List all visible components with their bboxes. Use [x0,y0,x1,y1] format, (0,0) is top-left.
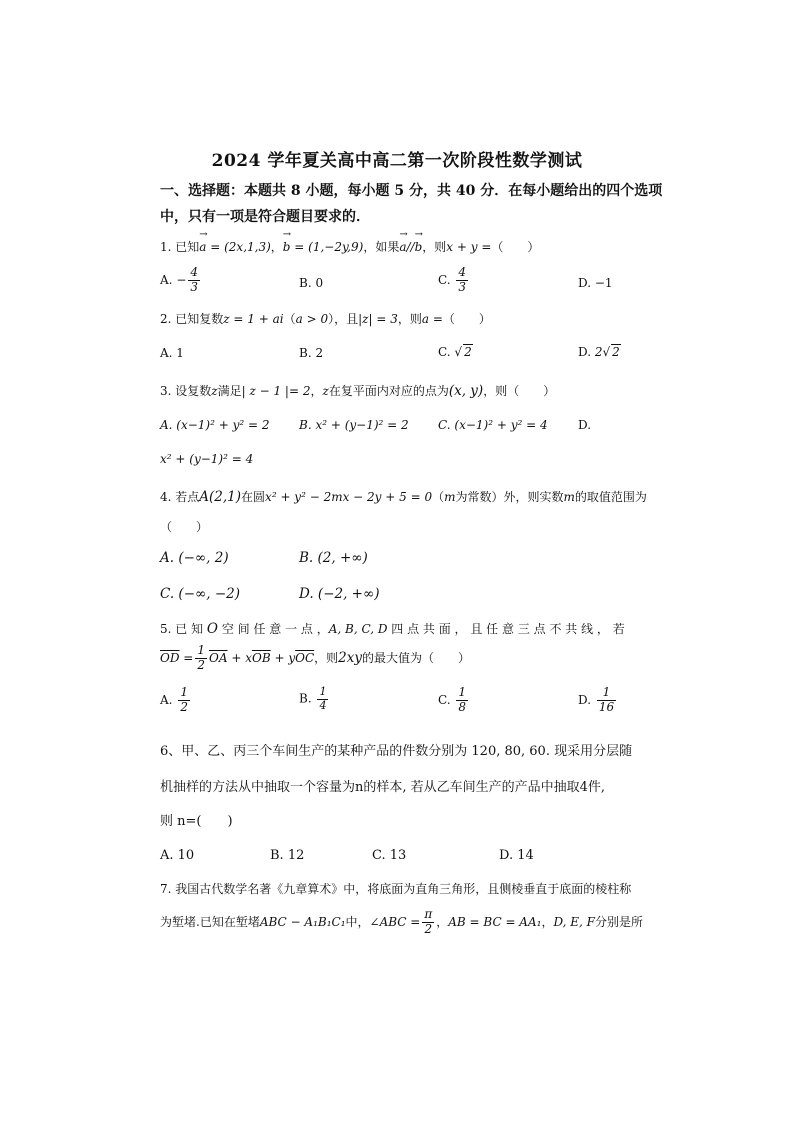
q5-frac-num: 1 [197,643,205,657]
q2-option-c-label: C. [438,345,451,359]
q2-option-b[interactable]: B. 2 [299,346,324,360]
q2-math1: z = 1 + ai [223,312,284,326]
q4-mid: 在圆 [241,490,266,504]
q3-mid: 满足 [217,384,242,398]
q2-option-a[interactable]: A. 1 [160,346,184,360]
q4-mid2: （ [432,490,445,504]
q4-option-d[interactable]: D. (−2, +∞) [299,586,380,602]
q4-math1: A(2,1) [199,489,242,505]
q4-math4: m [563,490,575,504]
q3-option-a[interactable]: A. (x−1)² + y² = 2 [160,418,270,432]
q3-option-d-content[interactable]: x² + (y−1)² = 4 [160,452,254,466]
q7-frac-num: π [424,907,433,921]
q4-suffix: 的取值范围为 [574,490,647,504]
q5-option-b-den: 4 [319,698,327,712]
q5-option-a-den: 2 [180,699,188,714]
q3-mid3: 在复平面内对应的点为 [328,384,449,398]
q1-option-a-sign: − [176,272,187,287]
q4-option-a[interactable]: A. (−∞, 2) [160,550,229,566]
q1-option-b[interactable]: B. 0 [299,276,324,290]
question-6-line2: 机抽样的方法从中抽取一个容量为n的样本, 若从乙车间生产的产品中抽取4件, [160,780,606,795]
exam-title: 2024 学年夏关高中高二第一次阶段性数学测试 [211,151,583,171]
q5-vector-oa: $\overline{OA}$ [209,650,228,665]
q3-math1: z [211,384,218,398]
q1-option-a[interactable] [160,266,202,295]
q1-option-c[interactable] [438,266,470,295]
q5-vector-oc: $\overline{OC}$ [295,650,315,665]
q5-prefix: 5. 已 知 [160,622,204,636]
q7-frac-den: 2 [424,921,433,936]
question-6-line3: 则 n=( ) [160,814,233,829]
q7-math1: ABC − A₁B₁C₁ [259,914,346,929]
q5-frac-den: 2 [197,657,205,672]
q1-mid: ，如果 [363,240,400,254]
q5-mid: 空 间 任 意 一 点 ， [221,622,329,636]
question-3-stem [160,382,640,399]
question-4-stem [160,488,647,505]
q5-option-c-num: 1 [458,685,467,699]
q4-prefix: 4. 若点 [160,490,200,504]
q5-option-d-label: D. [578,692,592,707]
q3-suffix: ，则（ ） [483,384,556,398]
q3-option-b[interactable]: B. x² + (y−1)² = 2 [299,418,409,432]
question-5-stem-line2 [160,644,640,673]
q5-plus-x: + x [231,650,252,665]
q2-mid3: ，则 [397,312,422,326]
q2-option-c-radicand: 2 [464,345,472,359]
q3-math4: (x, y) [448,383,484,399]
q1-math2: → b = (1,−2y,9) [283,240,364,254]
q7-suffix: 分别是所 [595,914,644,929]
question-7-line1: 7. 我国古代数学名著《九章算术》中，将底面为直角三角形，且侧棱垂直于底面的棱柱称 [160,882,632,896]
q4-math3: m [444,490,456,504]
question-7-line2 [160,907,644,937]
q7-mid2: ， [541,914,554,929]
q5-plus-y: + y [274,650,296,665]
q1-option-c-den: 3 [458,279,467,294]
q5-math-2xy: 2xy [338,649,363,666]
q2-math3: |z| = 3 [358,312,398,326]
q3-math2: | z − 1 |= 2 [241,384,311,398]
q7-math2: ∠ABC = [369,914,421,929]
q6-option-b[interactable]: B. 12 [270,848,305,863]
q6-option-a[interactable]: A. 10 [160,848,195,863]
q5-math2: A, B, C, D [328,622,388,636]
q2-option-d-radicand: 2 [612,345,620,359]
q1-math3: → a//→ b [399,240,422,254]
section-heading-line1: 一、选择题：本题共 8 小题，每小题 5 分，共 40 分．在每小题给出的四个选项 [160,183,663,199]
q7-math3: AB = BC = AA₁ [448,914,542,929]
q5-option-d-num: 1 [597,686,616,701]
q2-option-d-coef: 2 [594,345,603,359]
section-heading-line2: 中，只有一项是符合题目要求的． [160,209,370,225]
q7-math4: D, E, F [553,914,596,929]
q2-mid: （ [283,312,296,326]
q7-prefix: 为堑堵.已知在堑堵 [160,914,260,929]
q5-option-a-label: A. [160,692,173,707]
q5-suffix: 的最大值为（ ） [362,650,471,665]
question-6-line1: 6、甲、乙、丙三个车间生产的某种产品的件数分别为 120, 80, 60. 现采用分层随 [160,744,633,759]
q1-option-d[interactable]: D. −1 [578,276,613,290]
q2-prefix: 2. 已知复数 [160,312,224,326]
q4-math2: x² + y² − 2mx − 2y + 5 = 0 [265,490,433,504]
q2-option-d[interactable]: D. 2√ 2 [578,345,620,359]
q5-option-a-num: 1 [180,685,188,699]
question-2-stem [160,310,640,327]
q5-option-c-label: C. [438,692,451,707]
q7-sep: ， [436,914,449,929]
q3-option-d-label[interactable]: D. [578,418,592,432]
q6-option-d[interactable]: D. 14 [499,848,534,863]
q2-mid2: ），且 [328,312,359,326]
q2-option-c[interactable]: C. √ 2 [438,345,472,359]
q4-option-b[interactable]: B. (2, +∞) [299,550,368,566]
q2-math2: a > 0 [295,312,329,326]
q1-sep: ， [270,240,283,254]
q5-tail: ，则 [314,650,339,665]
q1-mid2: ，则 [422,240,447,254]
q5-option-b-num: 1 [319,685,327,698]
q3-option-c[interactable]: C. (x−1)² + y² = 4 [438,418,548,432]
q1-option-a-den: 3 [190,279,199,294]
q2-suffix: （ ） [442,312,491,326]
q1-suffix: （ ） [491,240,540,254]
q5-option-d[interactable] [578,686,618,715]
q4-mid3: 为常数）外，则实数 [455,490,564,504]
q1-math1: → a = (2x,1,3) [199,240,271,254]
q7-mid: 中， [345,914,370,929]
q1-option-a-label: A. [160,272,173,287]
q3-math3: z [322,384,329,398]
q1-math4: x + y = [446,240,492,254]
q5-option-c-den: 8 [458,699,467,714]
q4-option-c[interactable]: C. (−∞, −2) [160,586,241,602]
q6-option-c[interactable]: C. 13 [372,848,407,863]
q5-option-b-label: B. [299,691,312,706]
q1-option-a-num: 4 [190,265,199,279]
q5-equals: = [183,650,194,665]
q2-option-d-label: D. [578,345,592,359]
q5-option-a[interactable] [160,686,192,715]
q1-option-c-label: C. [438,272,451,287]
q3-prefix: 3. 设复数 [160,384,212,398]
q5-mid2: 四 点 共 面 ， 且 任 意 三 点 不 共 线 ， 若 [391,622,625,636]
q5-option-c[interactable] [438,686,470,715]
q5-option-d-den: 16 [598,699,615,714]
q5-vector-ob: $\overline{OB}$ [251,650,271,665]
q1-prefix: 1. 已知 [160,240,200,254]
q5-option-b[interactable] [299,686,330,712]
q1-option-c-num: 4 [458,265,467,279]
q2-math4: a = [421,312,443,326]
question-1-stem [160,238,640,255]
q5-vector-od: $\overline{OD}$ [160,650,180,665]
question-5-stem [160,620,640,637]
q3-mid2: ， [310,384,323,398]
q5-math1: O [206,621,218,637]
q4-stem-continuation: （ ） [160,520,209,534]
